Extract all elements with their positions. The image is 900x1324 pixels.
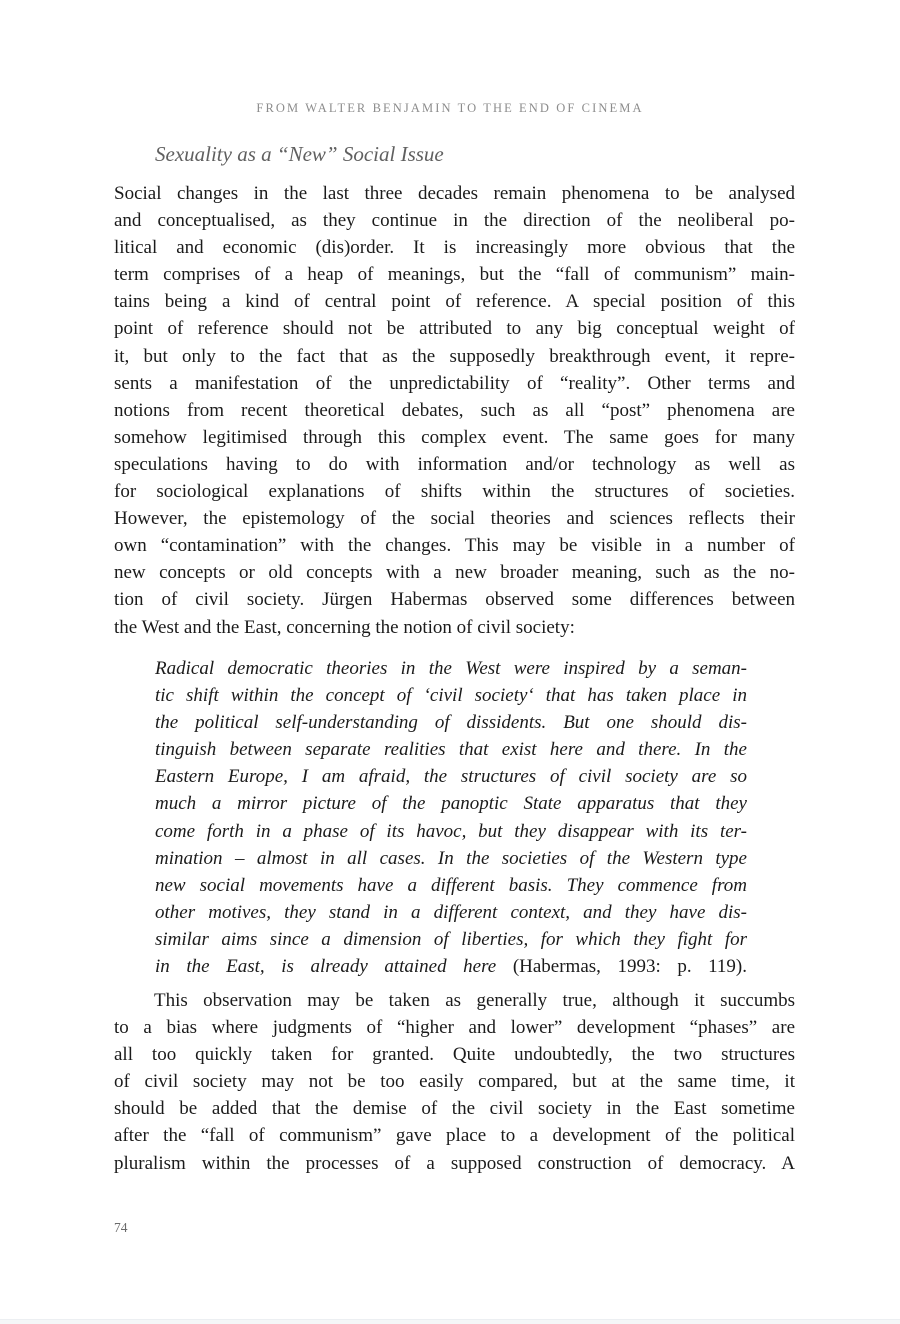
text-line: Eastern Europe, I am afraid, the structures of civil society are so xyxy=(155,766,747,788)
text-line: other motives, they stand in a different context, and they have dis- xyxy=(155,901,747,923)
running-header: FROM WALTER BENJAMIN TO THE END OF CINEMA xyxy=(256,101,644,115)
section-heading: Sexuality as a “New” Social Issue xyxy=(155,142,444,166)
text-line: pluralism within the processes of a supposed construction of democracy. A xyxy=(114,1152,795,1174)
text-line: the West and the East, concerning the notion of civil society: xyxy=(114,616,575,638)
text-line: similar aims since a dimension of liberties, for which they fight for xyxy=(155,928,747,950)
text-line: tains being a kind of central point of reference. A special position of this xyxy=(114,291,795,313)
text-line: mination – almost in all cases. In the societies of the Western type xyxy=(155,847,747,869)
quote-citation: (Habermas, 1993: p. 119). xyxy=(512,956,748,978)
text-line: tinguish between separate realities that exist here and there. In the xyxy=(155,739,747,761)
text-line: point of reference should not be attributed to any big conceptual weight of xyxy=(114,318,795,340)
text-line: it, but only to the fact that as the supposedly breakthrough event, it repre- xyxy=(114,345,795,367)
text-line: Radical democratic theories in the West were inspired by a seman- xyxy=(155,658,747,679)
text-line: for sociological explanations of shifts within the structures of societies. xyxy=(114,481,795,503)
text-line: new social movements have a different basis. They commence from xyxy=(155,874,747,896)
text-line: However, the epistemology of the social theories and sciences reflects their xyxy=(114,508,795,530)
text-line: to a bias where judgments of “higher and lower” development “phases” are xyxy=(114,1017,795,1039)
text-line: speculations having to do with information and/or technology as well as xyxy=(114,453,795,475)
text-line: somehow legitimised through this complex event. The same goes for many xyxy=(114,426,795,448)
quote-citation-line xyxy=(155,953,747,980)
text-line: the political self-understanding of dissidents. But one should dis- xyxy=(155,712,747,734)
text-line: tic shift within the concept of ‘civil society‘ that has taken place in xyxy=(155,685,747,707)
page-number: 74 xyxy=(114,1220,128,1235)
page-bottom-edge xyxy=(0,1319,900,1324)
text-line: all too quickly taken for granted. Quite undoubtedly, the two structures xyxy=(114,1044,795,1066)
text-line: and conceptualised, as they continue in the direction of the neoliberal po- xyxy=(114,210,795,232)
text-line: tion of civil society. Jürgen Habermas observed some differences between xyxy=(114,589,795,611)
text-line: should be added that the demise of the civil society in the East sometime xyxy=(114,1098,795,1120)
quote-last-italic-text: in the East, is already attained here xyxy=(155,956,513,978)
text-line: own “contamination” with the changes. This may be visible in a number of xyxy=(114,535,795,557)
text-line: much a mirror picture of the panoptic State apparatus that they xyxy=(155,793,747,815)
text-line: notions from recent theoretical debates, such as all “post” phenomena are xyxy=(114,399,795,421)
text-line: of civil society may not be too easily compared, but at the same time, it xyxy=(114,1071,795,1093)
paragraph-1 xyxy=(114,180,795,641)
text-line: new concepts or old concepts with a new broader meaning, such as the no- xyxy=(114,562,795,584)
text-line: sents a manifestation of the unpredictability of “reality”. Other terms and xyxy=(114,372,795,394)
quote-lines xyxy=(155,655,747,953)
text-line: come forth in a phase of its havoc, but they disappear with its ter- xyxy=(155,820,747,842)
text-line: after the “fall of communism” gave place to a development of the political xyxy=(114,1125,795,1147)
text-line: This observation may be taken as generally true, although it succumbs xyxy=(154,990,795,1011)
paragraph-2 xyxy=(114,987,795,1177)
text-line: term comprises of a heap of meanings, but the “fall of communism” main- xyxy=(114,264,795,286)
text-line: Social changes in the last three decades remain phenomena to be analysed xyxy=(114,183,795,204)
text-line: litical and economic (dis)order. It is increasingly more obvious that the xyxy=(114,237,795,259)
habermas-blockquote xyxy=(155,655,747,980)
